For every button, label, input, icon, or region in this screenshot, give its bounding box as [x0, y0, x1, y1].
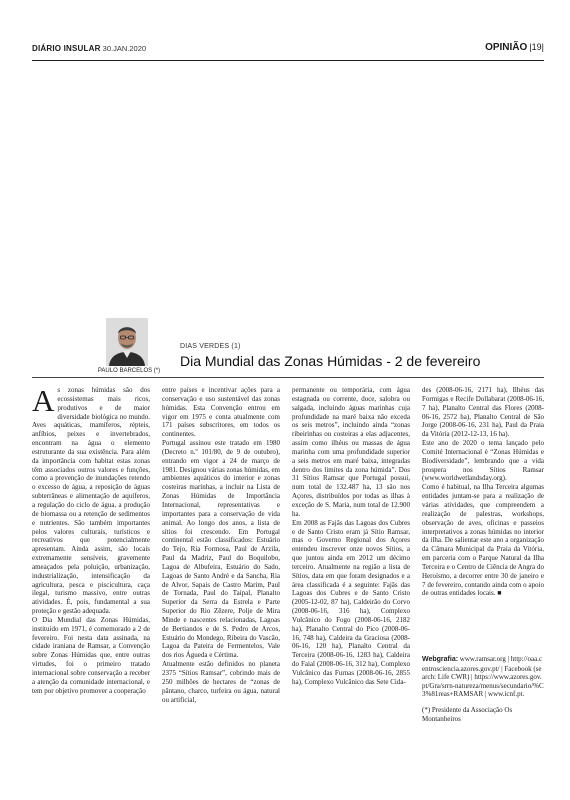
- paragraph-text: s zonas húmidas são dos ecossistemas mais ricos, produtivos e de maior diversidade biológica no mundo. Aves aquáticas, mamíferos, répteis, anfíbios, peixes e invertebrados, encontram na água o elemento estruturante da sua existência. Para além da importância com habitat estas zonas têm associados outros valores e funções, como a prevenção de inundações retendo o excesso de água, a reposição de águas subterrâneas e alimentação de aquíferos, a regulação do ciclo de água, a produção de biomassa ou a retenção de sedimentos e nutrientes. São também importantes pelos valores culturais, turísticos e recreativos que potencialmente apresentam. Ainda assim, são locais extremamente sensíveis, gravemente ameaçados pela poluição, urbanização, industrialização, intensificação da agricultura, pesca e piscicultura, caça ilegal, turismo massivo, entre outras atividades. É, pois, fundamental a sua proteção e gestão adequada.: [32, 386, 150, 616]
- paragraph: Em 2008 as Fajãs das Lagoas dos Cubres e de Santo Cristo eram já Sítio Ramsar, mas o Governo Regional dos Açores entendeu inscrever onze novos Sítios, a que juntou ainda em 2012 um décimo terceiro. Atualmente na região a lista de Sítios, data em que foram designados e a área classificada é a seguinte: Fajãs das Lagoas dos Cubres e de Santo Cristo (2005-12-02, 87 ha), Caldeirão do Corvo (2008-06-16, 316 ha), Complexo Vulcânico do Fogo (2008-06-16, 2182 ha), Planalto Central do Pico (2008-06-16, 748 ha), Caldeira da Graciosa (2008-06-16, 120 ha), Planalto Central da Terceira (2008-06-16, 1283 ha), Caldeira do Faial (2008-06-16, 312 ha), Complexo Vulcânico das Furnas (2008-06-16, 2855 ha), Complexo Vulcânico das Sete Cida-: [292, 518, 410, 686]
- article-column-2: [162, 386, 280, 704]
- author-photo: [106, 318, 148, 366]
- article-column-4: [422, 386, 544, 598]
- webgrafia: [422, 655, 544, 699]
- webgrafia-links: www.ramsar.org | http://oaa.centrosciencia.azores.gov.pt/ | Facebook (search: Life CWR) | https://www.azores.gov.pt/Gra/srrn-natureza/menus/secundario/%C3%81reas+RAMSAR | www.icnf.pt.: [422, 655, 544, 699]
- article-column-3: [292, 386, 410, 687]
- paragraph: [422, 483, 544, 598]
- masthead-left: [32, 44, 146, 53]
- paragraph: Portugal assinou este tratado em 1980 (Decreto n.º 101/80, de 9 de outubro), entrando em vigor a 24 de março de 1981. Designou várias zonas húmidas, em ambientes aquáticos do interior e zonas costeiras marinhas, a incluir na Lista de Zonas Húmidas de Importância Internacional, representativas e importantes para a conservação de vida animal. Ao longo dos anos, a lista de sítios foi crescendo. Em Portugal continental estão classificados: Estuário do Tejo, Ria Formosa, Paul de Arzila, Paul da Madriz, Paul do Boquilobo, Lagoa de Albufeira, Estuário do Sado, Lagoas de Santo André e da Sancha, Ria de Alvor, Sapais de Castro Marim, Paul de Tornada, Paul do Taipal, Planalto Superior da Serra da Estrela e Parte Superior do Rio Zêzere, Polje de Mira Minde e nascentes relacionadas, Lagoas de Bertiandos e de S. Pedro de Arcos, Estuário do Mondego, Ribeira do Vascão, Lagoa da Pateira de Fermentelos, Vale dos rios Águeda e Cértima.: [162, 439, 281, 660]
- author-name: PAULO BARCELOS (*): [97, 368, 161, 374]
- paragraph: Este ano de 2020 o tema lançado pelo Comité Internacional é “Zonas Húmidas e Biodiversidade”, lembrando que a vida prospera nos Sítios Ramsar (www.worldwetlandsday.org).: [422, 439, 544, 483]
- article-kicker: DIAS VERDES (1): [180, 343, 241, 350]
- author-note: (*) Presidente da Associação Os Montanheiros: [422, 706, 513, 723]
- paragraph: permanente ou temporária, com água estagnada ou corrente, doce, salobra ou salgada, incluindo águas marinhas cuja profundidade na maré baixa não exceda os seis metros”, incluindo ainda “zonas ribeirinhas ou costeiras a elas adjacentes, assim como ilhéus ou massas de água marinha com uma profundidade superior a seis metros em maré baixa, integradas dentro dos limites da zona húmida”. Dos 31 Sítios Ramsar que Portugal possui, num total de 132.487 ha, 13 são nos Açores, distribuídos por todas as ilhas à exceção de S. Maria, num total de 12.900 ha.: [292, 386, 410, 518]
- title-divider: [32, 377, 544, 378]
- paragraph: entre países e incentivar ações para a conservação e uso sustentável das zonas húmidas. Esta Convenção entrou em vigor em 1975 e conta atualmente com 171 países subscritores, em todos os continentes.: [162, 386, 280, 439]
- paragraph: Atualmente estão definidos no planeta 2375 “Sítios Ramsar”, cobrindo mais de 250 milhões de hectares de “zonas de pântano, charco, turfeira ou água, natural ou artificial,: [162, 660, 280, 704]
- paragraph-text: Como é habitual, na Ilha Terceira algumas entidades juntam-se para a realização de várias atividades, que compreendem a realização de palestras, workshops, observação de aves, oficinas e passeios interpretativos a zonas húmidas no interior da ilha. De salientar este ano a organização da Câmara Municipal da Praia da Vitória, em parceria com o Parque Natural da Ilha Terceira e o Centro de Ciência de Angra do Heroísmo, a decorrer entre 30 de janeiro e 7 de fevereiro, contando ainda com o apoio de outras entidades locais.: [422, 483, 544, 598]
- article-title: Dia Mundial das Zonas Húmidas - 2 de fevereiro: [180, 353, 481, 369]
- paragraph: [32, 383, 150, 616]
- masthead-divider: [32, 60, 544, 61]
- article-column-1: [32, 383, 150, 696]
- paragraph: O Dia Mundial das Zonas Húmidas, instituído em 1971, é comemorado a 2 de fevereiro. Foi nesta data assinada, na cidade iraniana de Ramsar, a Convenção sobre Zonas Húmidas que, entre outras virtudes, foi o primeiro tratado internacional sobre conservação a receber a atenção da comunidade internacional, e tem por objetivo promover a cooperação: [32, 615, 150, 695]
- masthead-right: [485, 42, 544, 53]
- publication-name: DIÁRIO INSULAR: [32, 44, 101, 53]
- paragraph: des (2008-06-16, 2171 ha), Ilhéus das Formigas e Recife Dollabarat (2008-06-16, 7 ha), Planalto Central das Flores (2008-06-16, 2572 ha), Planalto Central de São Jorge (2008-06-16, 231 ha), Paul da Praia da Vitória (2012-12-13, 16 ha).: [422, 386, 544, 439]
- masthead: [32, 44, 544, 60]
- webgrafia-label: Webgrafia:: [422, 656, 459, 663]
- drop-cap: A: [32, 383, 55, 418]
- page-number: |19|: [529, 42, 544, 52]
- end-mark: ■: [495, 589, 502, 598]
- issue-date: 30.JAN.2020: [102, 44, 147, 53]
- section-name: OPINIÃO: [485, 42, 528, 53]
